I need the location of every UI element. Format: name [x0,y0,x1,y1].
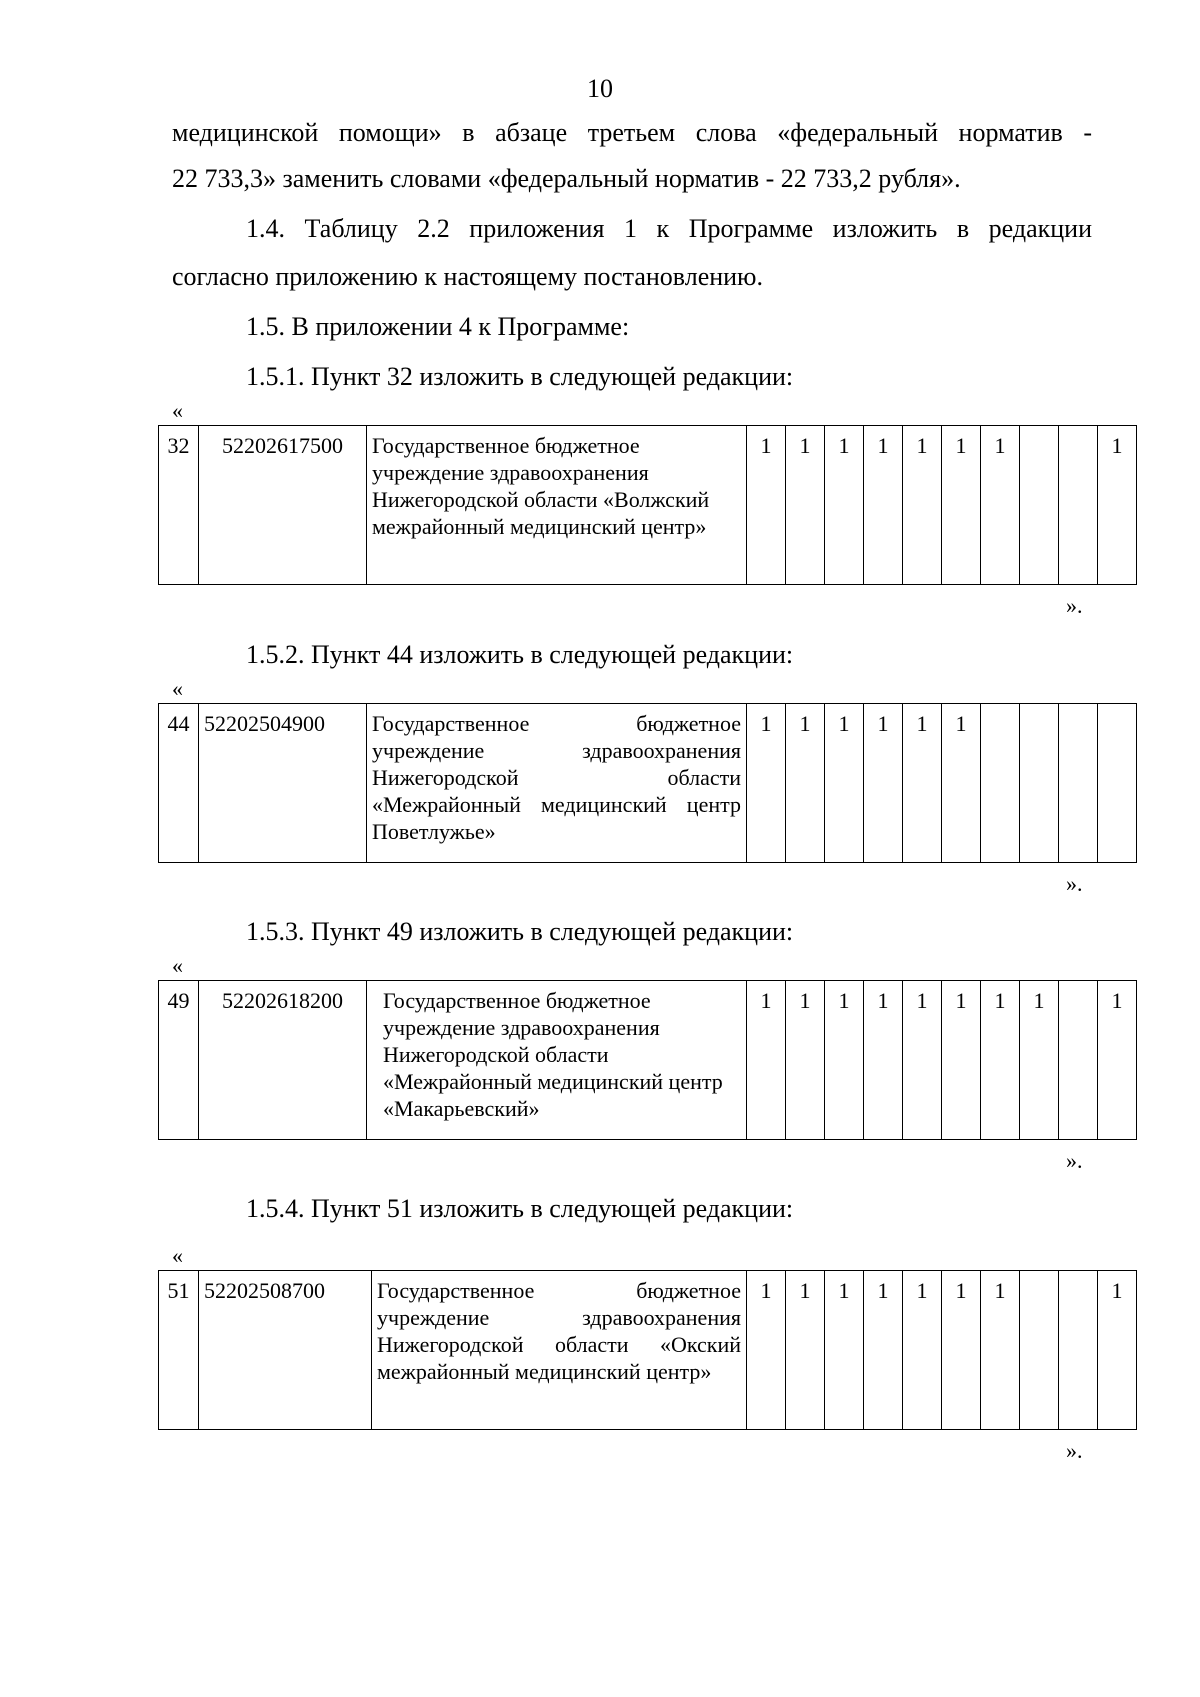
table-row-49 [158,980,1137,1140]
row-flag: 1 [903,426,942,585]
row-flag: 1 [942,704,981,863]
row-flag: 1 [747,426,786,585]
row-flag: 1 [981,981,1020,1140]
row-flag: 1 [864,1271,903,1430]
table-row-51 [158,1270,1137,1430]
row-flag [1020,704,1059,863]
row-number: 44 [159,704,199,863]
quote-close-3: ». [1066,1148,1083,1173]
page-number: 10 [587,74,613,103]
row-flag: 1 [1020,981,1059,1140]
row-name: Государственное бюджетное учреждение здравоохранения Нижегородской области «Межрайонный медицинский центр Поветлужье» [367,704,747,863]
row-flag [1098,704,1137,863]
row-flag: 1 [1098,1271,1137,1430]
heading-item-49: 1.5.3. Пункт 49 изложить в следующей редакции: [246,917,794,946]
quote-close-4: ». [1066,1438,1083,1463]
row-name: Государственное бюджетное учреждение здравоохранения Нижегородской области «Волжский межрайонный медицинский центр» [367,426,747,585]
row-number: 49 [159,981,199,1140]
row-flag: 1 [903,981,942,1140]
row-number: 32 [159,426,199,585]
quote-open-1: « [172,398,183,423]
row-flag: 1 [786,981,825,1140]
row-flag: 1 [903,1271,942,1430]
paragraph-2-line-2: согласно приложению к настоящему постановлению. [172,262,763,291]
row-code: 52202508700 [199,1271,372,1430]
row-flag [1059,426,1098,585]
row-flag: 1 [864,426,903,585]
row-flag: 1 [786,1271,825,1430]
quote-open-2: « [172,676,183,701]
row-flag: 1 [981,1271,1020,1430]
row-flag: 1 [1098,981,1137,1140]
heading-item-44: 1.5.2. Пункт 44 изложить в следующей редакции: [246,640,794,669]
row-flag [1059,1271,1098,1430]
row-flag: 1 [942,981,981,1140]
row-flag: 1 [747,981,786,1140]
row-flag: 1 [1098,426,1137,585]
row-flag: 1 [786,704,825,863]
row-flag: 1 [942,426,981,585]
row-flag [1059,981,1098,1140]
row-flag: 1 [864,704,903,863]
row-flag [1020,426,1059,585]
row-flag [1020,1271,1059,1430]
row-flag [1059,704,1098,863]
row-flag [981,704,1020,863]
row-flag: 1 [825,426,864,585]
heading-item-32: 1.5.1. Пункт 32 изложить в следующей редакции: [246,362,794,391]
row-flag: 1 [747,704,786,863]
row-flag: 1 [825,981,864,1140]
row-flag: 1 [786,426,825,585]
paragraph-3: 1.5. В приложении 4 к Программе: [246,312,630,341]
quote-close-1: ». [1066,593,1083,618]
quote-open-3: « [172,953,183,978]
paragraph-2-line-1: 1.4. Таблицу 2.2 приложения 1 к Программе изложить в редакции [246,214,1092,243]
row-code: 52202504900 [199,704,367,863]
paragraph-1-line-2: 22 733,3» заменить словами «федеральный норматив - 22 733,2 рубля». [172,164,961,193]
quote-open-4: « [172,1243,183,1268]
row-flag: 1 [825,704,864,863]
table-row-44 [158,703,1137,863]
paragraph-1-line-1: медицинской помощи» в абзаце третьем слова «федеральный норматив - [172,118,1092,147]
row-flag: 1 [942,1271,981,1430]
heading-item-51: 1.5.4. Пункт 51 изложить в следующей редакции: [246,1194,794,1223]
row-number: 51 [159,1271,199,1430]
row-flag: 1 [747,1271,786,1430]
row-name: Государственное бюджетное учреждение здравоохранения Нижегородской области «Межрайонный медицинский центр «Макарьевский» [367,981,747,1140]
row-name: Государственное бюджетное учреждение здравоохранения Нижегородской области «Окский межрайонный медицинский центр» [372,1271,747,1430]
row-flag: 1 [903,704,942,863]
row-flag: 1 [825,1271,864,1430]
row-flag: 1 [864,981,903,1140]
row-flag: 1 [981,426,1020,585]
quote-close-2: ». [1066,871,1083,896]
row-code: 52202617500 [199,426,367,585]
table-row-32 [158,425,1137,585]
row-code: 52202618200 [199,981,367,1140]
